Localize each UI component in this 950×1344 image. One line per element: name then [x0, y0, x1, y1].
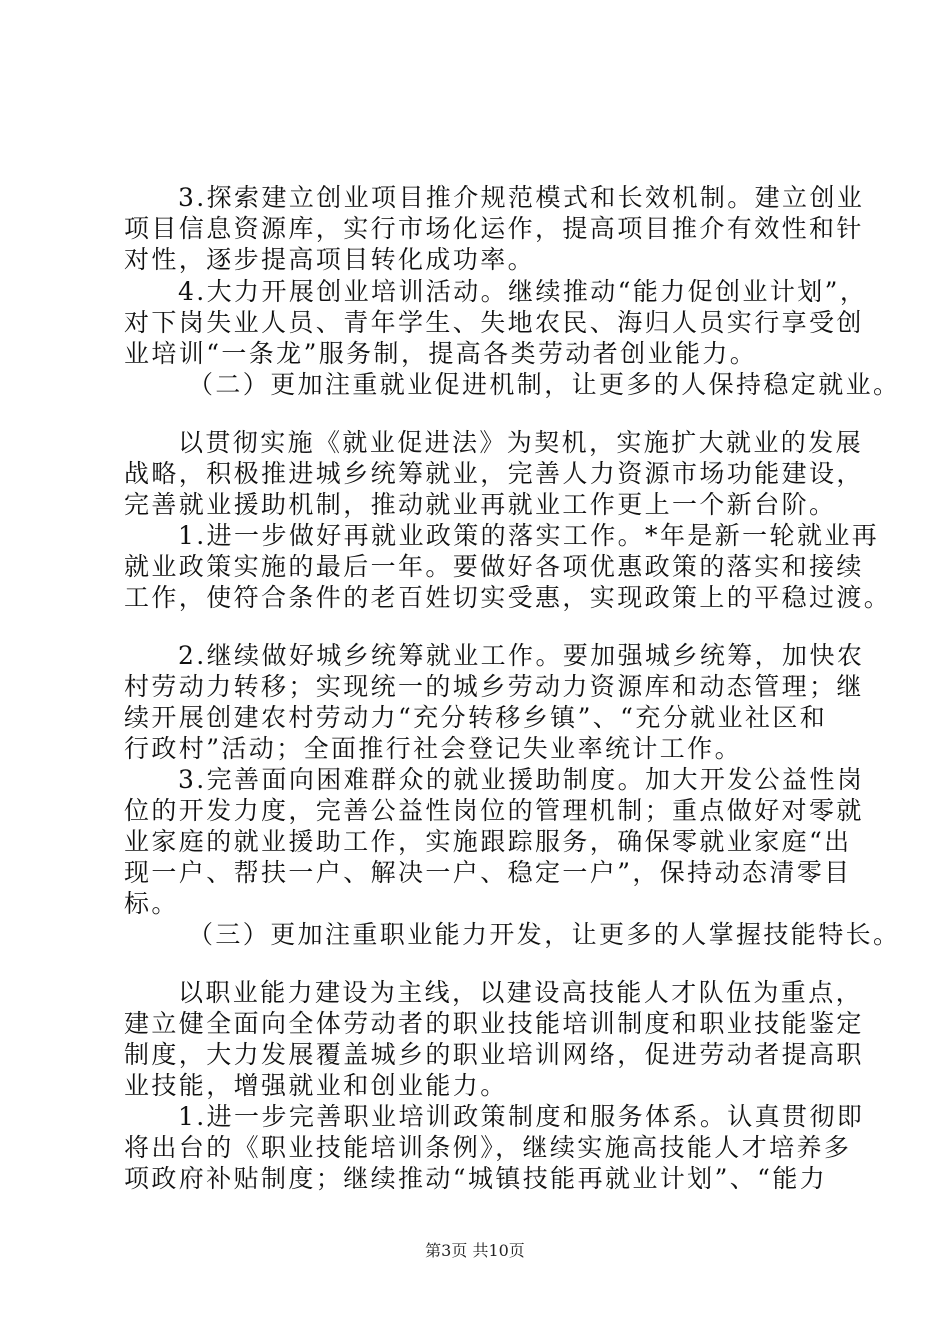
text-line: 战略，积极推进城乡统筹就业，完善人力资源市场功能建设，: [124, 459, 864, 488]
text-line: 现一户、帮扶一户、解决一户、稳定一户”，保持动态清零目: [124, 858, 852, 887]
section-heading: （二）更加注重就业促进机制，让更多的人保持稳定就业。: [188, 370, 901, 399]
text-line: 建立健全面向全体劳动者的职业技能培训制度和职业技能鉴定: [124, 1009, 864, 1038]
text-line: 业培训“一条龙”服务制，提高各类劳动者创业能力。: [124, 339, 758, 368]
page-number: 第3页 共10页: [425, 1241, 525, 1260]
text-line: 3.完善面向困难群众的就业援助制度。加大开发公益性岗: [178, 765, 865, 794]
text-line: 将出台的《职业技能培训条例》，继续实施高技能人才培养多: [124, 1133, 852, 1162]
text-line: 对性，逐步提高项目转化成功率。: [124, 245, 536, 274]
text-line: 标。: [124, 889, 179, 918]
text-line: 项政府补贴制度；继续推动“城镇技能再就业计划”、“能力: [124, 1164, 828, 1193]
text-line: 以职业能力建设为主线，以建设高技能人才队伍为重点，: [178, 978, 864, 1007]
text-line: 项目信息资源库，实行市场化运作，提高项目推介有效性和针: [124, 214, 864, 243]
text-line: 位的开发力度，完善公益性岗位的管理机制；重点做好对零就: [124, 796, 864, 825]
text-line: 工作，使符合条件的老百姓切实受惠，实现政策上的平稳过渡。: [124, 583, 892, 612]
text-line: 业技能，增强就业和创业能力。: [124, 1071, 508, 1100]
text-line: 制度，大力发展覆盖城乡的职业培训网络，促进劳动者提高职: [124, 1040, 864, 1069]
text-line: 对下岗失业人员、青年学生、失地农民、海归人员实行享受创: [124, 308, 864, 337]
text-line: 1.进一步做好再就业政策的落实工作。*年是新一轮就业再: [178, 521, 880, 550]
text-line: 2.继续做好城乡统筹就业工作。要加强城乡统筹，加快农: [178, 641, 865, 670]
text-line: 1.进一步完善职业培训政策制度和服务体系。认真贯彻即: [178, 1102, 865, 1131]
text-line: 业家庭的就业援助工作，实施跟踪服务，确保零就业家庭“出: [124, 827, 852, 856]
text-line: 就业政策实施的最后一年。要做好各项优惠政策的落实和接续: [124, 552, 864, 581]
text-line: 村劳动力转移；实现统一的城乡劳动力资源库和动态管理；继: [124, 672, 864, 701]
text-line: 续开展创建农村劳动力“充分转移乡镇”、“充分就业社区和: [124, 703, 828, 732]
text-line: 4.大力开展创业培训活动。继续推动“能力促创业计划”，: [178, 277, 868, 306]
text-line: 3.探索建立创业项目推介规范模式和长效机制。建立创业: [178, 183, 865, 212]
text-line: 完善就业援助机制，推动就业再就业工作更上一个新台阶。: [124, 490, 837, 519]
text-line: 行政村”活动；全面推行社会登记失业率统计工作。: [124, 734, 742, 763]
section-heading: （三）更加注重职业能力开发，让更多的人掌握技能特长。: [188, 920, 901, 949]
text-line: 以贯彻实施《就业促进法》为契机，实施扩大就业的发展: [178, 428, 864, 457]
